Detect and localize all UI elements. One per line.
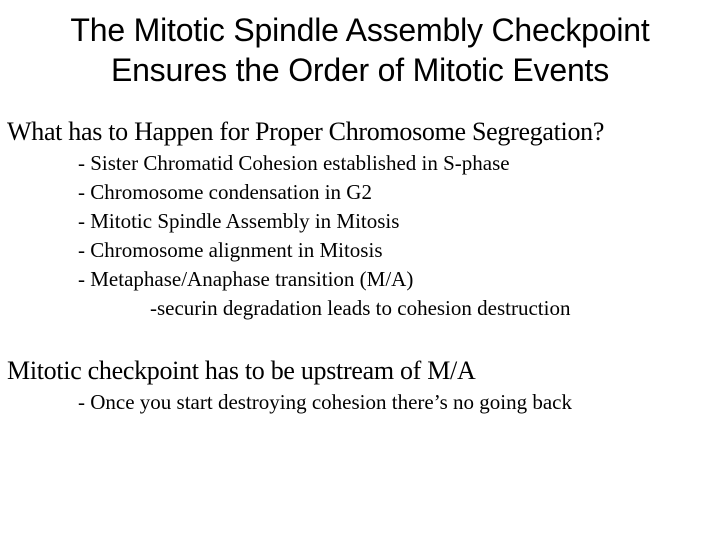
section-1-list <box>78 149 570 323</box>
section-1-heading: What has to Happen for Proper Chromosome Segregation? <box>7 117 605 146</box>
slide-title <box>0 10 720 90</box>
list-item: - Sister Chromatid Cohesion established in S-phase <box>78 151 510 175</box>
list-item: - Once you start destroying cohesion there’s no going back <box>78 390 572 414</box>
slide-title-line-2: Ensures the Order of Mitotic Events <box>110 52 610 88</box>
list-subitem: -securin degradation leads to cohesion destruction <box>150 296 571 320</box>
list-item: - Chromosome alignment in Mitosis <box>78 238 383 262</box>
section-2-heading: Mitotic checkpoint has to be upstream of M/A <box>7 356 476 385</box>
list-item: - Chromosome condensation in G2 <box>78 180 372 204</box>
list-item: - Mitotic Spindle Assembly in Mitosis <box>78 209 400 233</box>
section-2-list <box>78 388 572 417</box>
list-item: - Metaphase/Anaphase transition (M/A) <box>78 267 414 291</box>
slide-title-line-1: The Mitotic Spindle Assembly Checkpoint <box>70 12 650 48</box>
